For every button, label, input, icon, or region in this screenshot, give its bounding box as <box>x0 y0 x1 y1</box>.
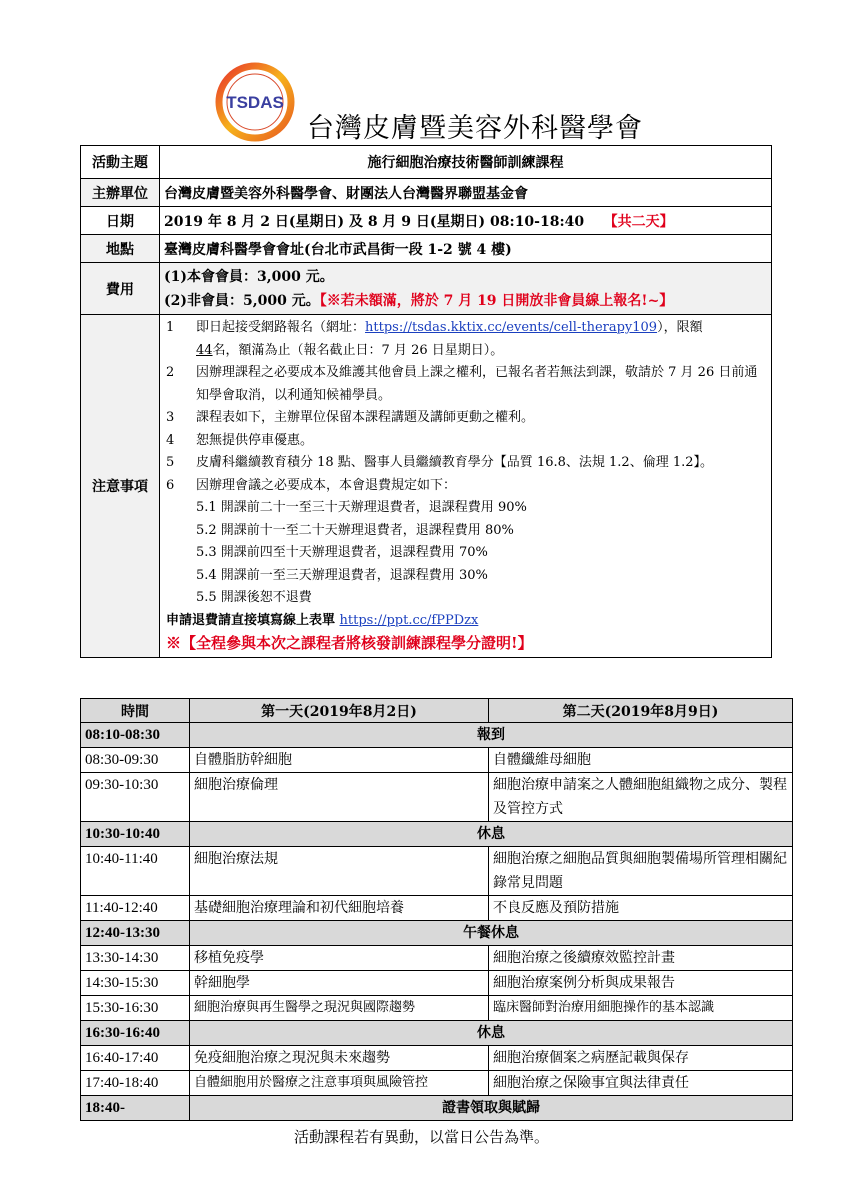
time-cell: 14:30-15:30 <box>81 971 190 996</box>
break-cell: 休息 <box>190 822 793 847</box>
notes-label: 注意事項 <box>81 315 160 658</box>
time-cell: 16:30-16:40 <box>81 1021 190 1046</box>
table-row <box>81 1046 793 1071</box>
note-number: 6 <box>166 477 175 493</box>
day2-topic: 細胞治療申請案之人體細胞組織物之成分、製程及管控方式 <box>489 773 793 822</box>
refund-rule: 5.5 開課後恕不退費 <box>196 590 312 605</box>
schedule-table <box>80 698 793 1121</box>
day1-topic: 自體細胞用於醫療之注意事項與風險管控 <box>190 1071 489 1096</box>
note-text: 課程表如下，主辦單位保留本課程講題及講師更動之權利。 <box>196 410 535 425</box>
table-row <box>81 847 793 896</box>
certificate-note: ※【全程參與本次之課程者將核發訓練課程學分證明!】 <box>166 634 533 652</box>
break-cell: 證書領取與賦歸 <box>190 1096 793 1121</box>
note-number: 4 <box>166 432 175 448</box>
note-number: 2 <box>166 365 175 380</box>
org-title: 台灣皮膚暨美容外科醫學會 <box>307 113 643 144</box>
table-row <box>81 1021 793 1046</box>
time-cell: 10:30-10:40 <box>81 822 190 847</box>
day1-topic: 自體脂肪幹細胞 <box>190 748 489 773</box>
note-text: 因辦理課程之必要成本及維護其他會員上課之權利，已報名者若無法到課，敬請於 7 月 26 日前通知學會取消，以利通知候補學員。 <box>196 365 758 403</box>
time-cell: 17:40-18:40 <box>81 1071 190 1096</box>
time-cell: 08:10-08:30 <box>81 723 190 748</box>
day2-topic: 細胞治療之保險事宜與法律責任 <box>489 1071 793 1096</box>
day1-topic: 細胞治療與再生醫學之現況與國際趨勢 <box>190 996 489 1021</box>
refund-rule: 5.2 開課前十一至二十天辦理退費者，退課程費用 80% <box>196 522 514 538</box>
date-cell <box>160 207 772 235</box>
table-row <box>81 896 793 921</box>
break-cell: 午餐休息 <box>190 921 793 946</box>
day1-topic: 免疫細胞治療之現況與未來趨勢 <box>190 1046 489 1071</box>
host-label: 主辦單位 <box>81 179 160 207</box>
fee-member: (1)本會會員：3,000 元。 <box>164 268 334 285</box>
day2-topic: 細胞治療之後續療效監控計畫 <box>489 946 793 971</box>
topic-value: 施行細胞治療技術醫師訓練課程 <box>160 146 772 179</box>
time-cell: 11:40-12:40 <box>81 896 190 921</box>
time-cell: 12:40-13:30 <box>81 921 190 946</box>
note-text: 皮膚科繼續教育積分 18 點、醫事人員繼續教育學分【品質 16.8、法規 1.2、倫理 1.2】。 <box>196 455 713 470</box>
info-table <box>80 145 772 658</box>
fee-nonmember: (2)非會員：5,000 元。 <box>164 292 320 309</box>
fee-note: 【※若未額滿，將於 7 月 19 日開放非會員線上報名!~】 <box>319 292 674 309</box>
note-2 <box>166 362 765 407</box>
note-text: 因辦理會議之必要成本，本會退費規定如下： <box>196 477 457 493</box>
time-cell: 09:30-10:30 <box>81 773 190 822</box>
day2-topic: 細胞治療案例分析與成果報告 <box>489 971 793 996</box>
day1-topic: 移植免疫學 <box>190 946 489 971</box>
refund-rule: 5.1 開課前二十一至三十天辦理退費者，退課程費用 90% <box>196 500 527 515</box>
day1-topic: 細胞治療倫理 <box>190 773 489 822</box>
time-cell: 08:30-09:30 <box>81 748 190 773</box>
table-row <box>81 971 793 996</box>
break-cell: 休息 <box>190 1021 793 1046</box>
day2-topic: 自體纖維母細胞 <box>489 748 793 773</box>
date-label: 日期 <box>81 207 160 235</box>
quota-number: 44 <box>196 342 213 358</box>
refund-apply-text: 申請退費請直接填寫線上表單 <box>166 612 340 628</box>
day1-topic: 基礎細胞治療理論和初代細胞培養 <box>190 896 489 921</box>
table-row <box>81 921 793 946</box>
logo-text: TSDAS <box>226 93 284 112</box>
note-text: 恕無提供停車優惠。 <box>196 432 314 448</box>
footer-note: 活動課程若有異動，以當日公告為準。 <box>293 1128 549 1146</box>
table-row <box>81 946 793 971</box>
registration-link[interactable]: https://tsdas.kktix.cc/events/cell-therapy109 <box>365 320 658 335</box>
note-number: 1 <box>166 320 175 335</box>
table-row <box>81 773 793 822</box>
note-text: 名，額滿為止（報名截止日：7 月 26 日星期日）。 <box>212 342 504 358</box>
fee-label: 費用 <box>81 263 160 315</box>
header <box>195 62 715 144</box>
time-cell: 13:30-14:30 <box>81 946 190 971</box>
col-day1-header: 第一天(2019年8月2日) <box>190 699 489 723</box>
note-number: 3 <box>166 410 175 425</box>
col-day2-header: 第二天(2019年8月9日) <box>489 699 793 723</box>
col-time-header: 時間 <box>81 699 190 723</box>
note-number: 5 <box>166 455 175 470</box>
note-text: ），限額 <box>657 320 703 335</box>
time-cell: 18:40- <box>81 1096 190 1121</box>
table-row <box>81 1096 793 1121</box>
time-cell: 16:40-17:40 <box>81 1046 190 1071</box>
note-1 <box>166 317 765 362</box>
topic-label: 活動主題 <box>81 146 160 179</box>
time-cell: 10:40-11:40 <box>81 847 190 896</box>
place-label: 地點 <box>81 235 160 263</box>
table-row <box>81 723 793 748</box>
break-cell: 報到 <box>190 723 793 748</box>
note-6 <box>166 475 765 498</box>
day2-topic: 細胞治療之細胞品質與細胞製備場所管理相關紀錄常見問題 <box>489 847 793 896</box>
table-row <box>81 996 793 1021</box>
notes-cell <box>160 315 772 658</box>
note-text: 即日起接受網路報名（網址： <box>196 320 366 335</box>
table-row <box>81 822 793 847</box>
date-value: 2019 年 8 月 2 日(星期日) 及 8 月 9 日(星期日) 08:10-18:40 <box>164 213 585 230</box>
refund-rule: 5.3 開課前四至十天辦理退費者，退課程費用 70% <box>196 545 488 560</box>
host-value: 台灣皮膚暨美容外科醫學會、財團法人台灣醫界聯盟基金會 <box>160 179 772 207</box>
note-4 <box>166 430 765 453</box>
tsdas-logo <box>195 62 305 142</box>
date-note: 【共二天】 <box>603 213 674 230</box>
day2-topic: 細胞治療個案之病歷記載與保存 <box>489 1046 793 1071</box>
day1-topic: 幹細胞學 <box>190 971 489 996</box>
fee-nonmember-line <box>164 289 767 313</box>
place-value: 臺灣皮膚科醫學會會址(台北市武昌街一段 1-2 號 4 樓) <box>160 235 772 263</box>
day2-topic: 不良反應及預防措施 <box>489 896 793 921</box>
refund-apply <box>166 610 765 633</box>
day2-topic: 臨床醫師對治療用細胞操作的基本認識 <box>489 996 793 1021</box>
day1-topic: 細胞治療法規 <box>190 847 489 896</box>
fee-cell <box>160 263 772 315</box>
refund-form-link[interactable]: https://ppt.cc/fPPDzx <box>339 612 479 628</box>
note-3 <box>166 407 765 430</box>
note-5 <box>166 452 765 475</box>
table-row <box>81 1071 793 1096</box>
refund-rule: 5.4 開課前一至三天辦理退費者，退課程費用 30% <box>196 567 488 583</box>
table-row <box>81 748 793 773</box>
time-cell: 15:30-16:30 <box>81 996 190 1021</box>
